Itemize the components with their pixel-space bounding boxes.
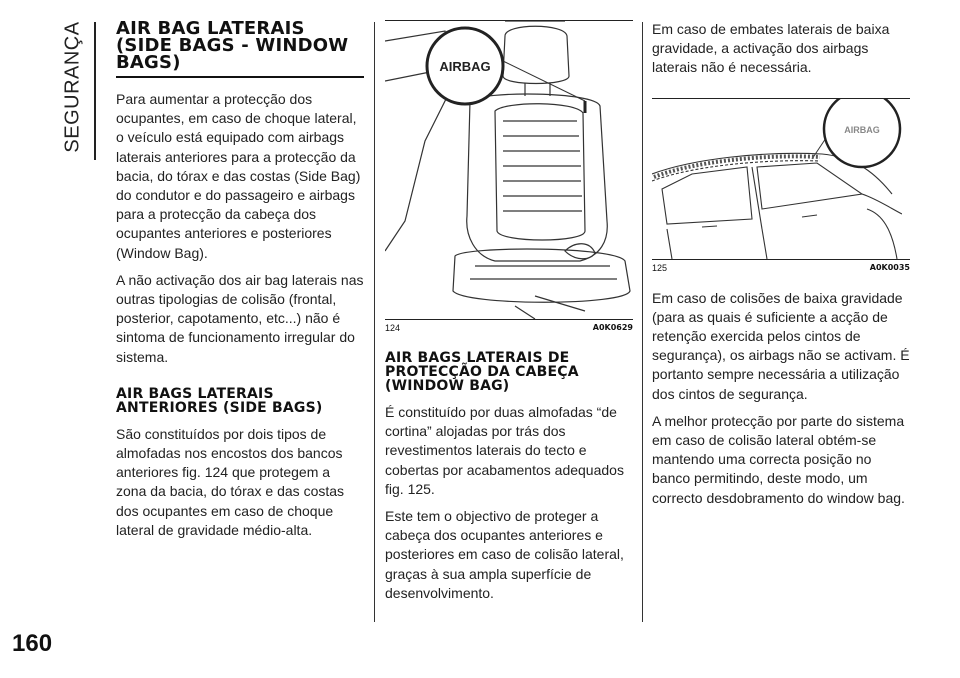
figure-124 — [385, 20, 633, 320]
paragraph: Em caso de embates laterais de baixa gravidade, a activação dos airbags laterais não é necessária. — [652, 21, 890, 76]
paragraph: São constituídos por dois tipos de almofadas nos encostos dos bancos anteriores fig. 124 que protegem a zona da bacia, do tórax e das costas dos ocupantes em caso de choque lateral de gravidade médio-alta. — [116, 425, 345, 538]
section-side-rule — [94, 22, 96, 160]
column-3 — [652, 20, 910, 516]
page-number: 160 — [12, 630, 53, 657]
section-label-text: SEGURANÇA — [61, 21, 84, 153]
section-side-label — [58, 12, 88, 162]
figure-caption — [385, 320, 633, 333]
paragraph: Em caso de colisões de baixa gravidade (para as quais é suficiente a acção de retenção exercida pelos cintos de segurança), os airbags não se activam. É portanto sempre necessária a utilização dos cintos de segurança. — [652, 289, 910, 402]
car-window-bag-illustration — [652, 99, 902, 259]
airbag-callout-label: AIRBAG — [439, 59, 491, 74]
figure-125 — [652, 98, 910, 260]
column-2 — [385, 20, 633, 611]
column-1 — [116, 20, 364, 548]
figure-number: 124 — [385, 323, 401, 333]
column-divider-2 — [642, 22, 643, 622]
paragraph: Este tem o objectivo de proteger a cabeça dos ocupantes anteriores e posteriores em caso de colisão lateral, graças à sua ampla superfície de desenvolvimento. — [385, 508, 624, 601]
figure-caption — [652, 260, 910, 273]
subsection-heading: AIR BAGS LATERAIS DE PROTECÇÃO DA CABEÇA (WINDOW BAG) — [385, 350, 579, 394]
paragraph: É constituído por duas almofadas “de cortina” alojadas por trás dos revestimentos laterais do tecto e cobertas por acabamentos adequados fig. 125. — [385, 404, 624, 497]
figure-code: A0K0629 — [592, 323, 633, 332]
figure-number: 125 — [652, 262, 668, 273]
airbag-callout-label: AIRBAG — [844, 124, 880, 135]
seat-illustration — [385, 21, 633, 319]
paragraph: Para aumentar a protecção dos ocupantes, em caso de choque lateral, o veículo está equipado com airbags laterais anteriores para a protecção da bacia, do tórax e das costas (Side Bag) do condutor e do passageiro e airbags para a protecção da cabeça dos ocupantes anteriores e posteriores (Window Bag). — [116, 91, 361, 261]
paragraph: A melhor protecção por parte do sistema em caso de colisão lateral obtém-se mantendo uma correcta posição no banco permitindo, deste modo, um correcto desdobramento do window bag. — [652, 412, 905, 506]
paragraph: A não activação dos air bag laterais nas outras tipologias de colisão (frontal, posterior, capotamento, etc...) não é sintoma de funcionamento irregular do sistema. — [116, 271, 364, 365]
figure-code: A0K0035 — [869, 262, 910, 272]
section-heading: AIR BAG LATERAIS (SIDE BAGS - WINDOW BAGS) — [116, 20, 364, 78]
column-divider-1 — [374, 22, 375, 622]
subsection-heading: AIR BAGS LATERAIS ANTERIORES (SIDE BAGS) — [116, 385, 323, 416]
